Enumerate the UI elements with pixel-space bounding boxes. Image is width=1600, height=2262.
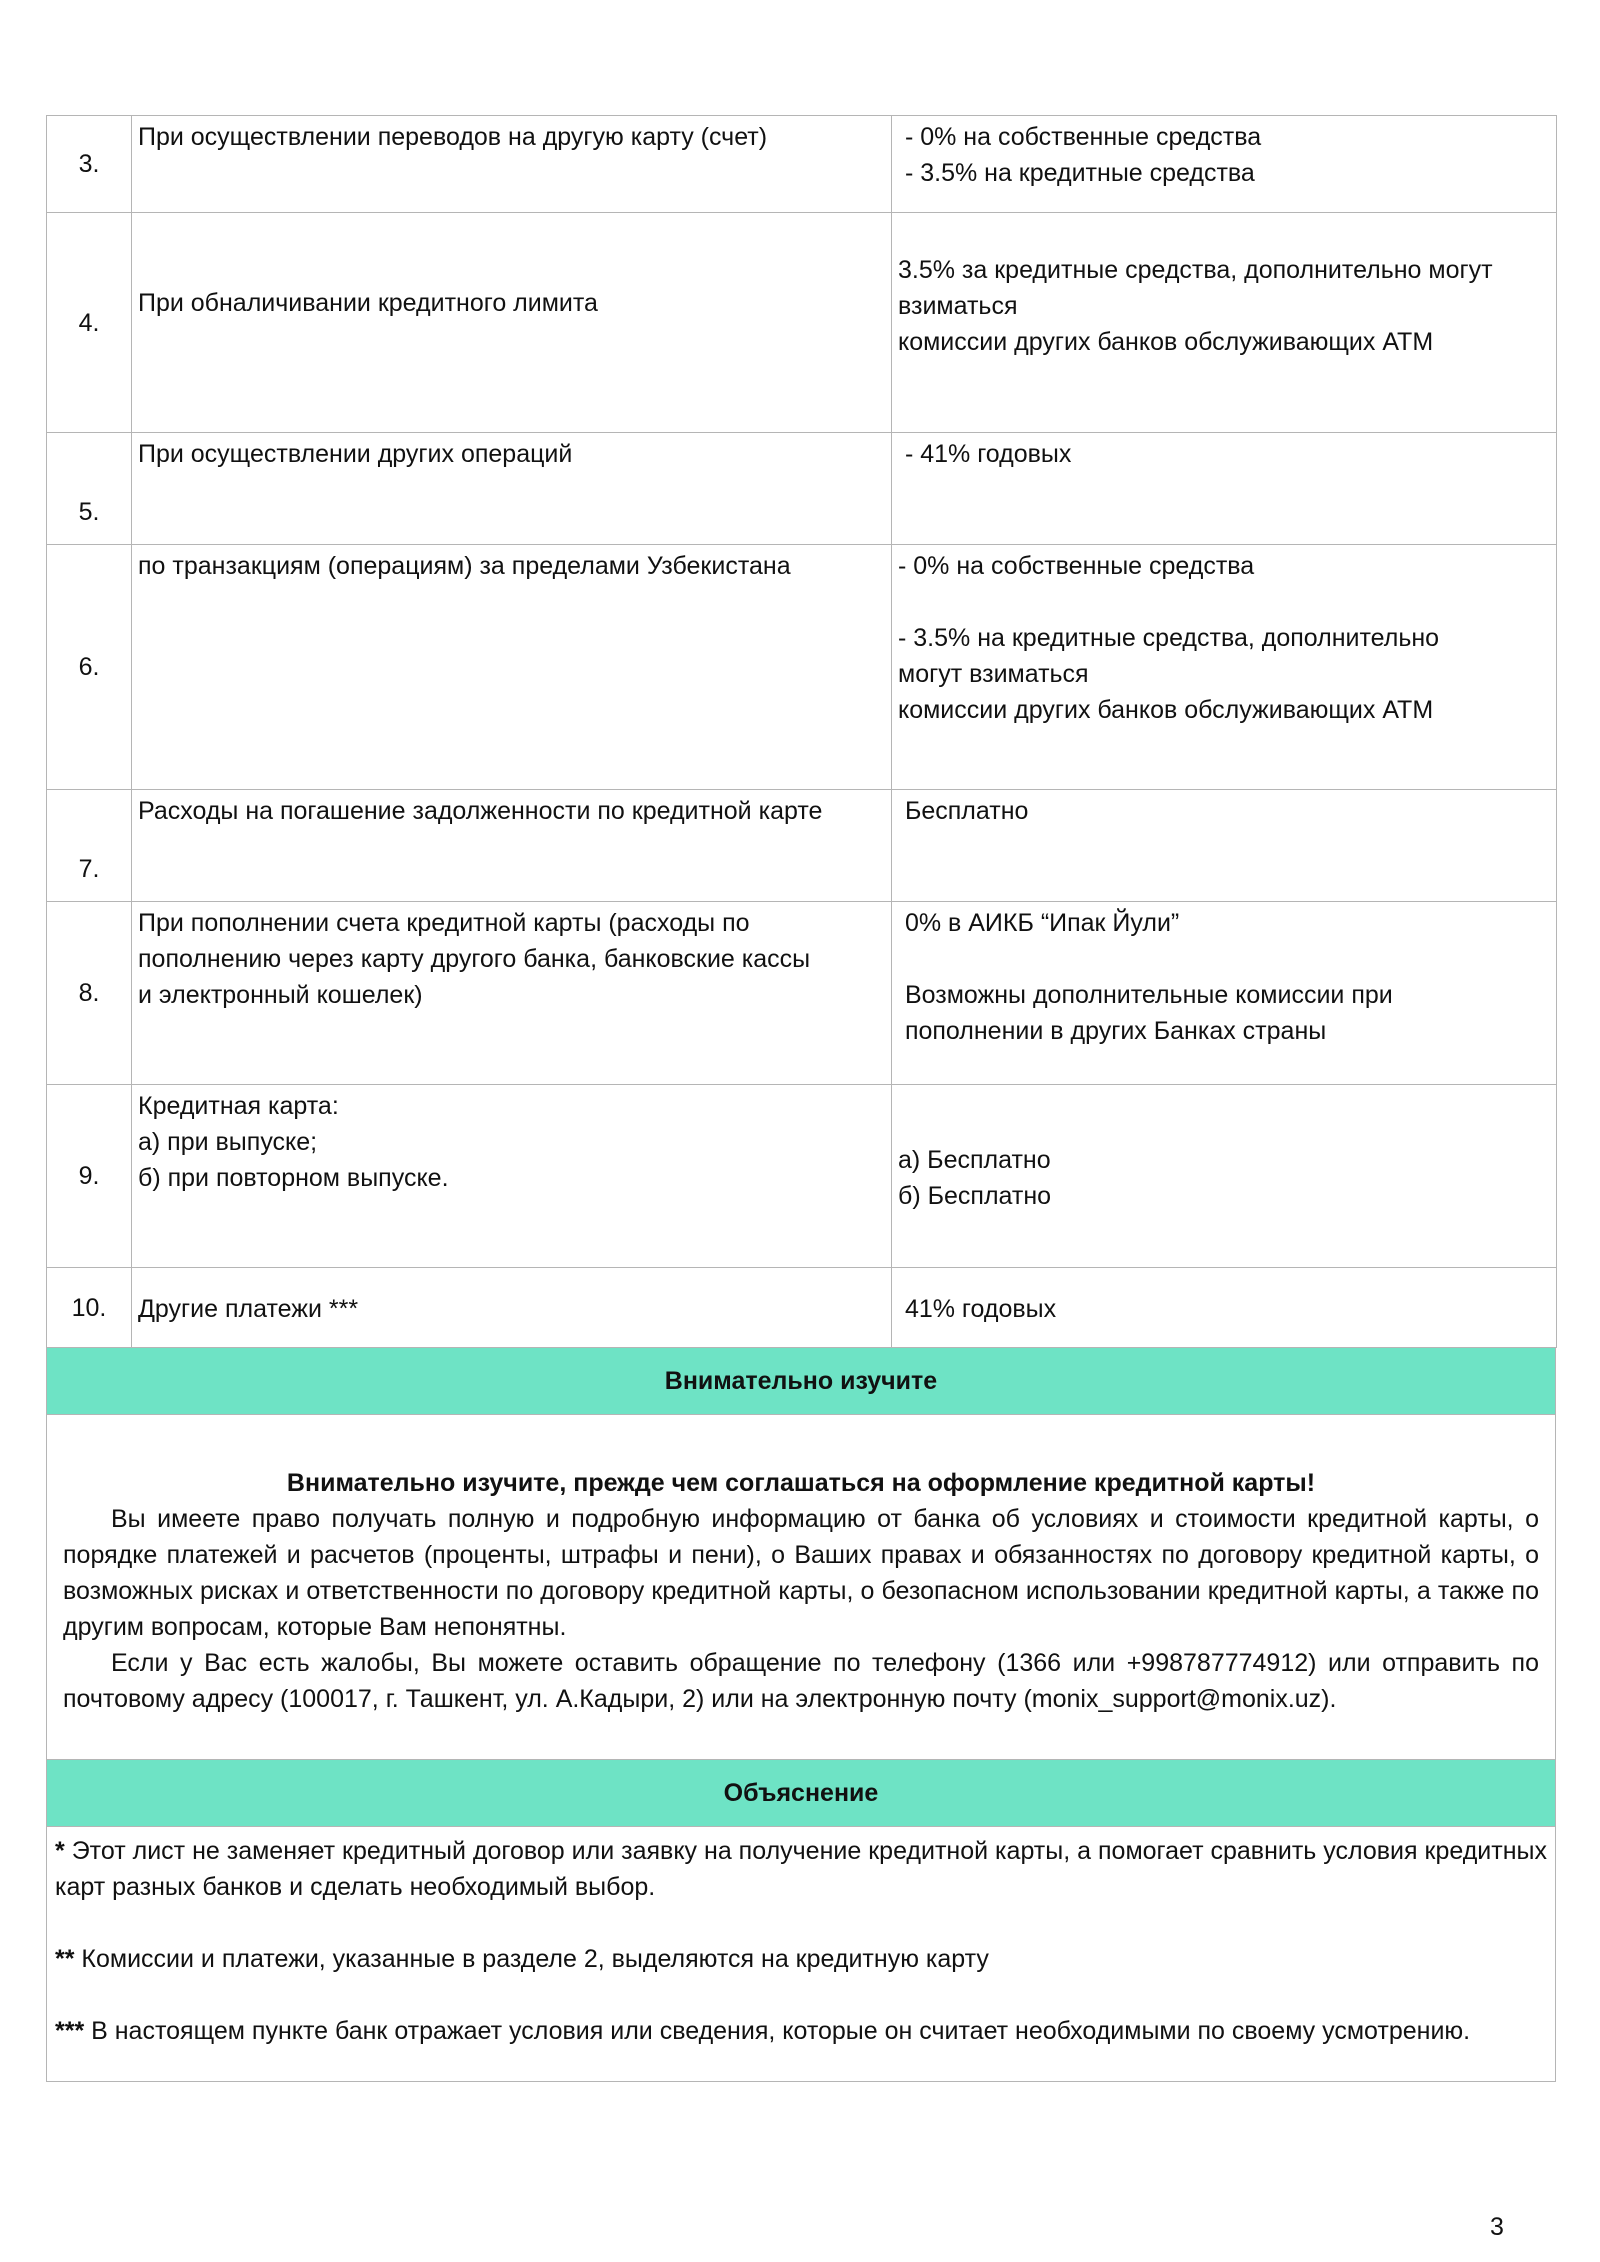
- note-item: [55, 1833, 1547, 1905]
- note-mark: **: [55, 1945, 75, 1973]
- row-number: 7.: [47, 790, 132, 902]
- row-description: [132, 116, 892, 213]
- value-line: - 3.5% на кредитные средства, дополнительно: [898, 624, 1440, 652]
- note-item: [55, 2013, 1547, 2049]
- table-row: [47, 433, 1557, 545]
- value-line: Бесплатно: [898, 797, 1029, 825]
- row-value: [892, 545, 1557, 790]
- row-value: [892, 433, 1557, 545]
- row-value: [892, 1085, 1557, 1268]
- value-line: б) Бесплатно: [898, 1181, 1052, 1210]
- row-number: 10.: [47, 1268, 132, 1348]
- table-row: [47, 116, 1557, 213]
- description-line: Кредитная карта:: [138, 1092, 339, 1120]
- row-description: [132, 1085, 892, 1268]
- row-value: [892, 1268, 1557, 1348]
- table-row: [47, 1085, 1557, 1268]
- row-description: [132, 213, 892, 433]
- table-row: [47, 1268, 1557, 1348]
- note-text: Комиссии и платежи, указанные в разделе 2, выделяются на кредитную карту: [74, 1945, 989, 1973]
- note-spacer: [55, 1905, 1547, 1941]
- row-description: [132, 545, 892, 790]
- row-number: 3.: [47, 116, 132, 213]
- value-line: могут взиматься: [898, 660, 1089, 688]
- value-spacer: [898, 584, 1550, 620]
- page-number: 3: [1490, 2213, 1504, 2241]
- notice-paragraph: Вы имеете право получать полную и подробную информацию от банка об условиях и стоимости кредитной карты, о порядке платежей и расчетов (проценты, штрафы и пени), о Ваших правах и обязанностях по договору кредитной карты, о возможных рисках и ответственности по договору кредитной карты, о безопасном использовании кредитной карты, а также по другим вопросам, которые Вам непонятны.: [63, 1505, 1539, 1641]
- value-line: - 3.5% на кредитные средства: [898, 159, 1255, 187]
- note-item: [55, 1941, 1547, 1977]
- value-line: - 0% на собственные средства: [898, 123, 1262, 151]
- row-number: 6.: [47, 545, 132, 790]
- value-line: 3.5% за кредитные средства, дополнительно могут: [898, 256, 1493, 284]
- notice-section: [46, 1415, 1556, 1760]
- document-page: [46, 115, 1556, 2082]
- description-line: а) при выпуске;: [138, 1128, 318, 1156]
- table-row: [47, 902, 1557, 1085]
- value-line: 0% в АИКБ “Ипак Йули”: [898, 909, 1180, 937]
- explanation-band: Объяснение: [46, 1760, 1556, 1827]
- description-line: пополнению через карту другого банка, банковские кассы: [138, 945, 811, 973]
- description-line: При осуществлении переводов на другую карту (счет): [138, 123, 768, 151]
- value-line: комиссии других банков обслуживающих АТМ: [898, 328, 1434, 356]
- value-line: 41% годовых: [898, 1295, 1057, 1323]
- value-line: Возможны дополнительные комиссии при: [898, 981, 1393, 1009]
- description-line: При осуществлении других операций: [138, 440, 573, 468]
- note-spacer: [55, 1977, 1547, 2013]
- row-number: 4.: [47, 213, 132, 433]
- explanation-notes: [46, 1827, 1556, 2082]
- row-number: 5.: [47, 433, 132, 545]
- description-line: Другие платежи ***: [138, 1295, 359, 1323]
- row-description: [132, 790, 892, 902]
- table-row: [47, 545, 1557, 790]
- description-line: по транзакциям (операциям) за пределами Узбекистана: [138, 552, 791, 580]
- row-description: [132, 433, 892, 545]
- table-row: [47, 790, 1557, 902]
- row-description: [132, 902, 892, 1085]
- row-number: 8.: [47, 902, 132, 1085]
- value-line: пополнении в других Банках страны: [898, 1017, 1327, 1045]
- value-line: взиматься: [898, 292, 1018, 320]
- value-line: - 41% годовых: [898, 440, 1072, 468]
- table-row: [47, 213, 1557, 433]
- value-line: а) Бесплатно: [898, 1145, 1051, 1174]
- description-line: и электронный кошелек): [138, 981, 423, 1009]
- value-line: - 0% на собственные средства: [898, 552, 1255, 580]
- note-text: В настоящем пункте банк отражает условия или сведения, которые он считает необходимыми по своему усмотрению.: [84, 2017, 1471, 2045]
- note-mark: ***: [55, 2017, 85, 2045]
- row-value: [892, 902, 1557, 1085]
- notice-heading: Внимательно изучите, прежде чем соглашаться на оформление кредитной карты!: [286, 1469, 1316, 1497]
- description-line: Расходы на погашение задолженности по кредитной карте: [138, 797, 823, 825]
- row-number: 9.: [47, 1085, 132, 1268]
- note-mark: *: [55, 1837, 65, 1865]
- row-value: [892, 213, 1557, 433]
- row-description: [132, 1268, 892, 1348]
- row-value: [892, 116, 1557, 213]
- notice-paragraph: Если у Вас есть жалобы, Вы можете оставить обращение по телефону (1366 или +998787774912) или отправить по почтовому адресу (100017, г. Ташкент, ул. А.Кадыри, 2) или на электронную почту (monix_support@monix.uz).: [63, 1649, 1539, 1713]
- description-line: б) при повторном выпуске.: [138, 1164, 449, 1192]
- fees-table: [46, 115, 1557, 1348]
- row-value: [892, 790, 1557, 902]
- description-line: При обналичивании кредитного лимита: [138, 289, 598, 317]
- note-text: Этот лист не заменяет кредитный договор или заявку на получение кредитной карты, а помогает сравнить условия кредитных карт разных банков и сделать необходимый выбор.: [55, 1837, 1547, 1901]
- description-line: При пополнении счета кредитной карты (расходы по: [138, 909, 750, 937]
- notice-band: Внимательно изучите: [46, 1348, 1556, 1415]
- value-spacer: [898, 941, 1550, 977]
- value-line: комиссии других банков обслуживающих АТМ: [898, 696, 1434, 724]
